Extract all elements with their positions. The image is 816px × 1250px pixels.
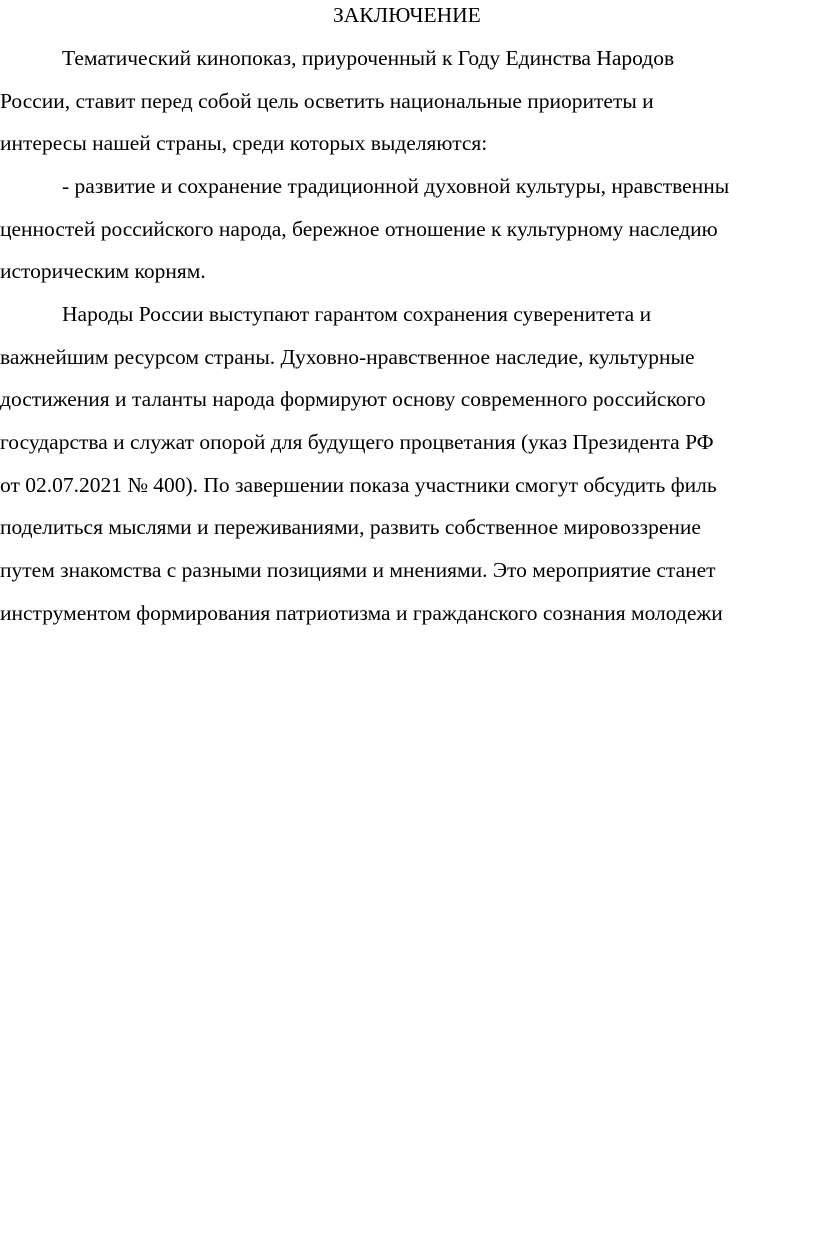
paragraph-line: - развитие и сохранение традиционной духовной культуры, нравственны — [62, 174, 730, 198]
paragraph-line: государства и служат опорой для будущего процветания (указ Президента РФ — [0, 430, 714, 454]
paragraph-line: России, ставит перед собой цель осветить национальные приоритеты и — [0, 89, 654, 113]
paragraph-line: важнейшим ресурсом страны. Духовно-нравственное наследие, культурные — [0, 345, 695, 369]
paragraph-line: путем знакомства с разными позициями и мнениями. Это мероприятие станет — [0, 558, 716, 582]
paragraph-line: достижения и таланты народа формируют основу современного российского — [0, 387, 706, 411]
paragraph-line: Народы России выступают гарантом сохранения суверенитета и — [62, 302, 652, 326]
paragraph-line: поделиться мыслями и переживаниями, развить собственное мировоззрение — [0, 515, 701, 539]
paragraph-line: инструментом формирования патриотизма и гражданского сознания молодежи — [0, 601, 723, 625]
paragraph-line: ценностей российского народа, бережное отношение к культурному наследию — [0, 217, 718, 241]
paragraph-line: интересы нашей страны, среди которых выделяются: — [0, 131, 488, 155]
paragraph-line: историческим корням. — [0, 259, 206, 283]
paragraph-line: Тематический кинопоказ, приуроченный к Году Единства Народов — [62, 46, 675, 70]
paragraph-line: от 02.07.2021 № 400). По завершении показа участники смогут обсудить филь — [0, 473, 717, 497]
document-title: ЗАКЛЮЧЕНИЕ — [333, 3, 481, 27]
